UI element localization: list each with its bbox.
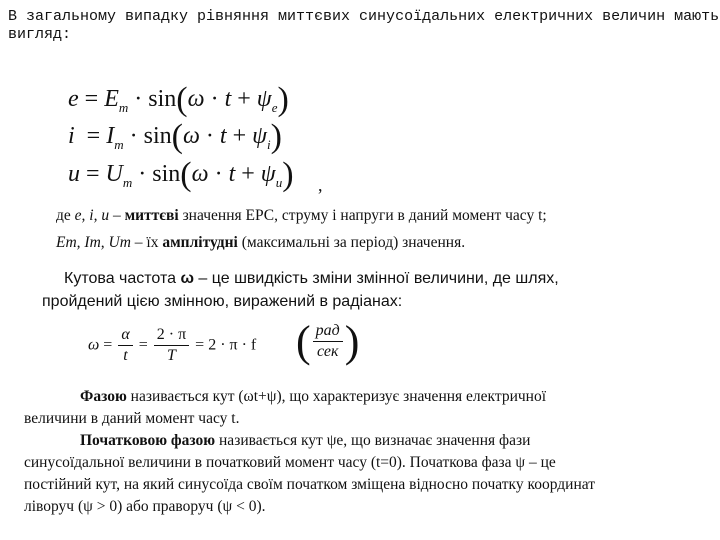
eq-i-amp: I (106, 123, 115, 149)
phase-line-1 (80, 387, 546, 407)
angular-line-1 (64, 269, 559, 289)
formula-alpha: α (118, 325, 132, 346)
angular-pre: Кутова частота (64, 270, 181, 287)
defs-line-1-vars: e, i, u (74, 207, 110, 224)
eq-u-psi: ψ (260, 161, 276, 187)
formula-T: T (167, 347, 176, 364)
eq-u-psi-sub: u (275, 175, 283, 190)
intro-line-1: В загальному випадку рівняння миттєвих синусоїдальних електричних величин мають (8, 8, 720, 25)
initial-phase-line-4: ліворуч (ψ > 0) або праворуч (ψ < 0). (24, 498, 266, 515)
eq-u-lhs: u (68, 161, 80, 187)
eq-e-omega: ω (187, 86, 205, 112)
eq-u-t: t (228, 161, 236, 187)
formula-omega: ω (88, 336, 100, 354)
defs-line-2-bold: амплітудні (162, 234, 238, 251)
defs-line-1-dash: – (109, 207, 125, 224)
eq-e-amp: E (104, 86, 119, 112)
fraction-2pi-T (154, 325, 189, 366)
equation-u: $u = U_m \cdot \sin(\omega \cdot t + \psi_u)$ (68, 156, 294, 193)
phase-line-2: величини в даний момент часу t. (24, 410, 240, 427)
equations-comma: , (318, 175, 323, 195)
eq-i-psi-sub: i (267, 137, 271, 152)
phase-rest: називається кут (ωt+ψ), що характеризує значення електричної (126, 388, 547, 405)
formula-t: t (123, 347, 128, 364)
intro-line-2: вигляд: (8, 26, 72, 43)
angular-symbol: ω (180, 270, 194, 287)
eq-i-t: t (219, 123, 227, 149)
unit-fraction: ( $\frac{\text{рад}}{\text{сек}}$ ) (296, 317, 360, 366)
formula-rhs: = 2 · π · f (195, 336, 257, 354)
equation-i: $i = I_m \cdot \sin(\omega \cdot t + \psi_i)$ (68, 118, 282, 155)
eq-e-sin: sin (148, 86, 177, 112)
unit-sec: сек (316, 343, 339, 360)
defs-line-1-prefix: де (56, 207, 75, 224)
initial-phase-line-1 (80, 431, 530, 451)
eq-i-sin: sin (143, 123, 172, 149)
eq-u-amp: U (105, 161, 123, 187)
defs-line-2-dash: – їх (130, 234, 163, 251)
eq-e-psi: ψ (256, 86, 272, 112)
fraction-alpha-t (118, 325, 132, 366)
defs-line-1-rest: значення ЕРС, струму і напруги в даний момент часу t; (178, 207, 547, 224)
defs-line-1-bold: миттєві (124, 207, 179, 224)
defs-line-2 (56, 233, 465, 253)
eq-i-omega: ω (182, 123, 200, 149)
unit-rad: рад (313, 321, 343, 342)
eq-u-amp-sub: m (122, 175, 133, 190)
eq-e-lhs: e (68, 86, 79, 112)
eq-i-amp-sub: m (114, 137, 124, 152)
defs-line-2-vars: Em, Im, Um (56, 234, 131, 251)
phase-bold: Фазою (80, 388, 127, 405)
defs-line-2-rest: (максимальні за період) значення. (237, 234, 466, 251)
eq-u-sin: sin (152, 161, 181, 187)
initial-phase-line-2: синусоїдальної величини в початковий момент часу (t=0). Початкова фаза ψ – це (24, 454, 556, 471)
eq-e-psi-sub: e (271, 100, 278, 115)
angular-post: – це швидкість зміни змінної величини, де шлях, (193, 270, 559, 287)
eq-u-omega: ω (191, 161, 209, 187)
eq-i-psi: ψ (252, 123, 268, 149)
initial-phase-line-3: постійний кут, на який синусоїда своїм початком зміщена відносно початку координат (24, 476, 596, 493)
defs-line-1 (56, 206, 547, 226)
equation-e: $e = E_m \cdot \sin(\omega \cdot t + \psi_e)$ (68, 81, 289, 118)
eq-e-t: t (224, 86, 232, 112)
angular-line-2: пройдений цією змінною, виражений в радіанах: (42, 293, 403, 310)
omega-formula: ω = $\frac{\alpha}{t}$ = $\frac{2 \cdot \pi}{T}$ = 2 · π · f (88, 326, 257, 364)
initial-phase-bold: Початковою фазою (80, 432, 216, 449)
eq-e-amp-sub: m (118, 100, 129, 115)
initial-phase-rest: називається кут ψе, що визначає значення фази (215, 432, 531, 449)
eq-i-lhs: i (68, 123, 75, 149)
formula-two-pi: 2 · π (154, 325, 189, 346)
